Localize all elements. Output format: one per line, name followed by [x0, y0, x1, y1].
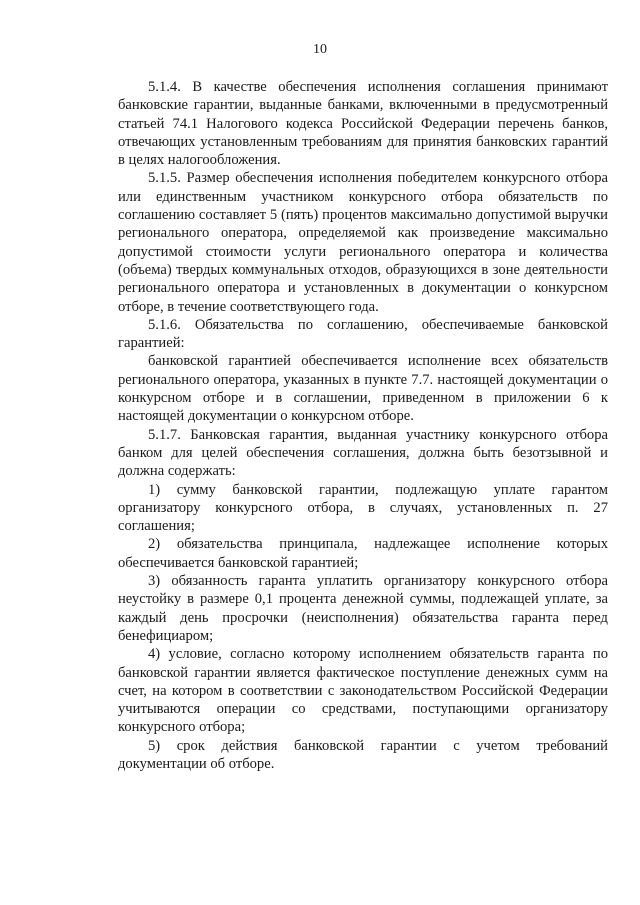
paragraph-5-1-6-detail: банковской гарантией обеспечивается исполнение всех обязательств регионального оператора, указанных в пункте 7.7. настоящей документации о конкурсном отборе и в соглашении, приведенном в приложении 6 к настоящей документации о конкурсном отборе.	[118, 353, 608, 425]
list-item-1: 1) сумму банковской гарантии, подлежащую уплате гарантом организатору конкурсного отбора, в случаях, установленных п. 27 соглашения;	[118, 481, 608, 535]
paragraph-5-1-7: 5.1.7. Банковская гарантия, выданная участнику конкурсного отбора банком для целей обеспечения соглашения, должна быть безотзывной и должна содержать:	[118, 426, 608, 480]
paragraph-5-1-5: 5.1.5. Размер обеспечения исполнения победителем конкурсного отбора или единственным участником конкурсного отбора обязательств по соглашению составляет 5 (пять) процентов максимально допустимой выручки регионального оператора, определяемой как произведение максимально допустимой стоимости услуги регионального оператора и количества (объема) твердых коммунальных отходов, образующихся в зоне деятельности регионального оператора и установленных в документации о конкурсном отборе, в течение соответствующего года.	[118, 170, 608, 315]
paragraph-5-1-6: 5.1.6. Обязательства по соглашению, обеспечиваемые банковской гарантией:	[118, 316, 608, 352]
page-number: 10	[313, 42, 327, 57]
list-item-4: 4) условие, согласно которому исполнением обязательств гаранта по банковской гарантии является фактическое поступление денежных сумм на счет, на котором в соответствии с законодательством Российской Федерации учитываются операции со средствами, поступающими организатору конкурсного отбора;	[118, 646, 608, 736]
list-item-2: 2) обязательства принципала, надлежащее исполнение которых обеспечивается банковской гарантией;	[118, 536, 608, 571]
document-body	[118, 78, 608, 773]
list-item-5: 5) срок действия банковской гарантии с учетом требований документации об отборе.	[118, 737, 608, 772]
paragraph-5-1-4: 5.1.4. В качестве обеспечения исполнения соглашения принимают банковские гарантии, выданные банками, включенными в предусмотренный статьей 74.1 Налогового кодекса Российской Федерации перечень банков, отвечающих установленным требованиям для принятия банковских гарантий в целях налогообложения.	[118, 79, 608, 169]
list-item-3: 3) обязанность гаранта уплатить организатору конкурсного отбора неустойку в размере 0,1 процента денежной суммы, подлежащей уплате, за каждый день просрочки (неисполнения) обязательства гаранта перед бенефициаром;	[118, 573, 608, 644]
